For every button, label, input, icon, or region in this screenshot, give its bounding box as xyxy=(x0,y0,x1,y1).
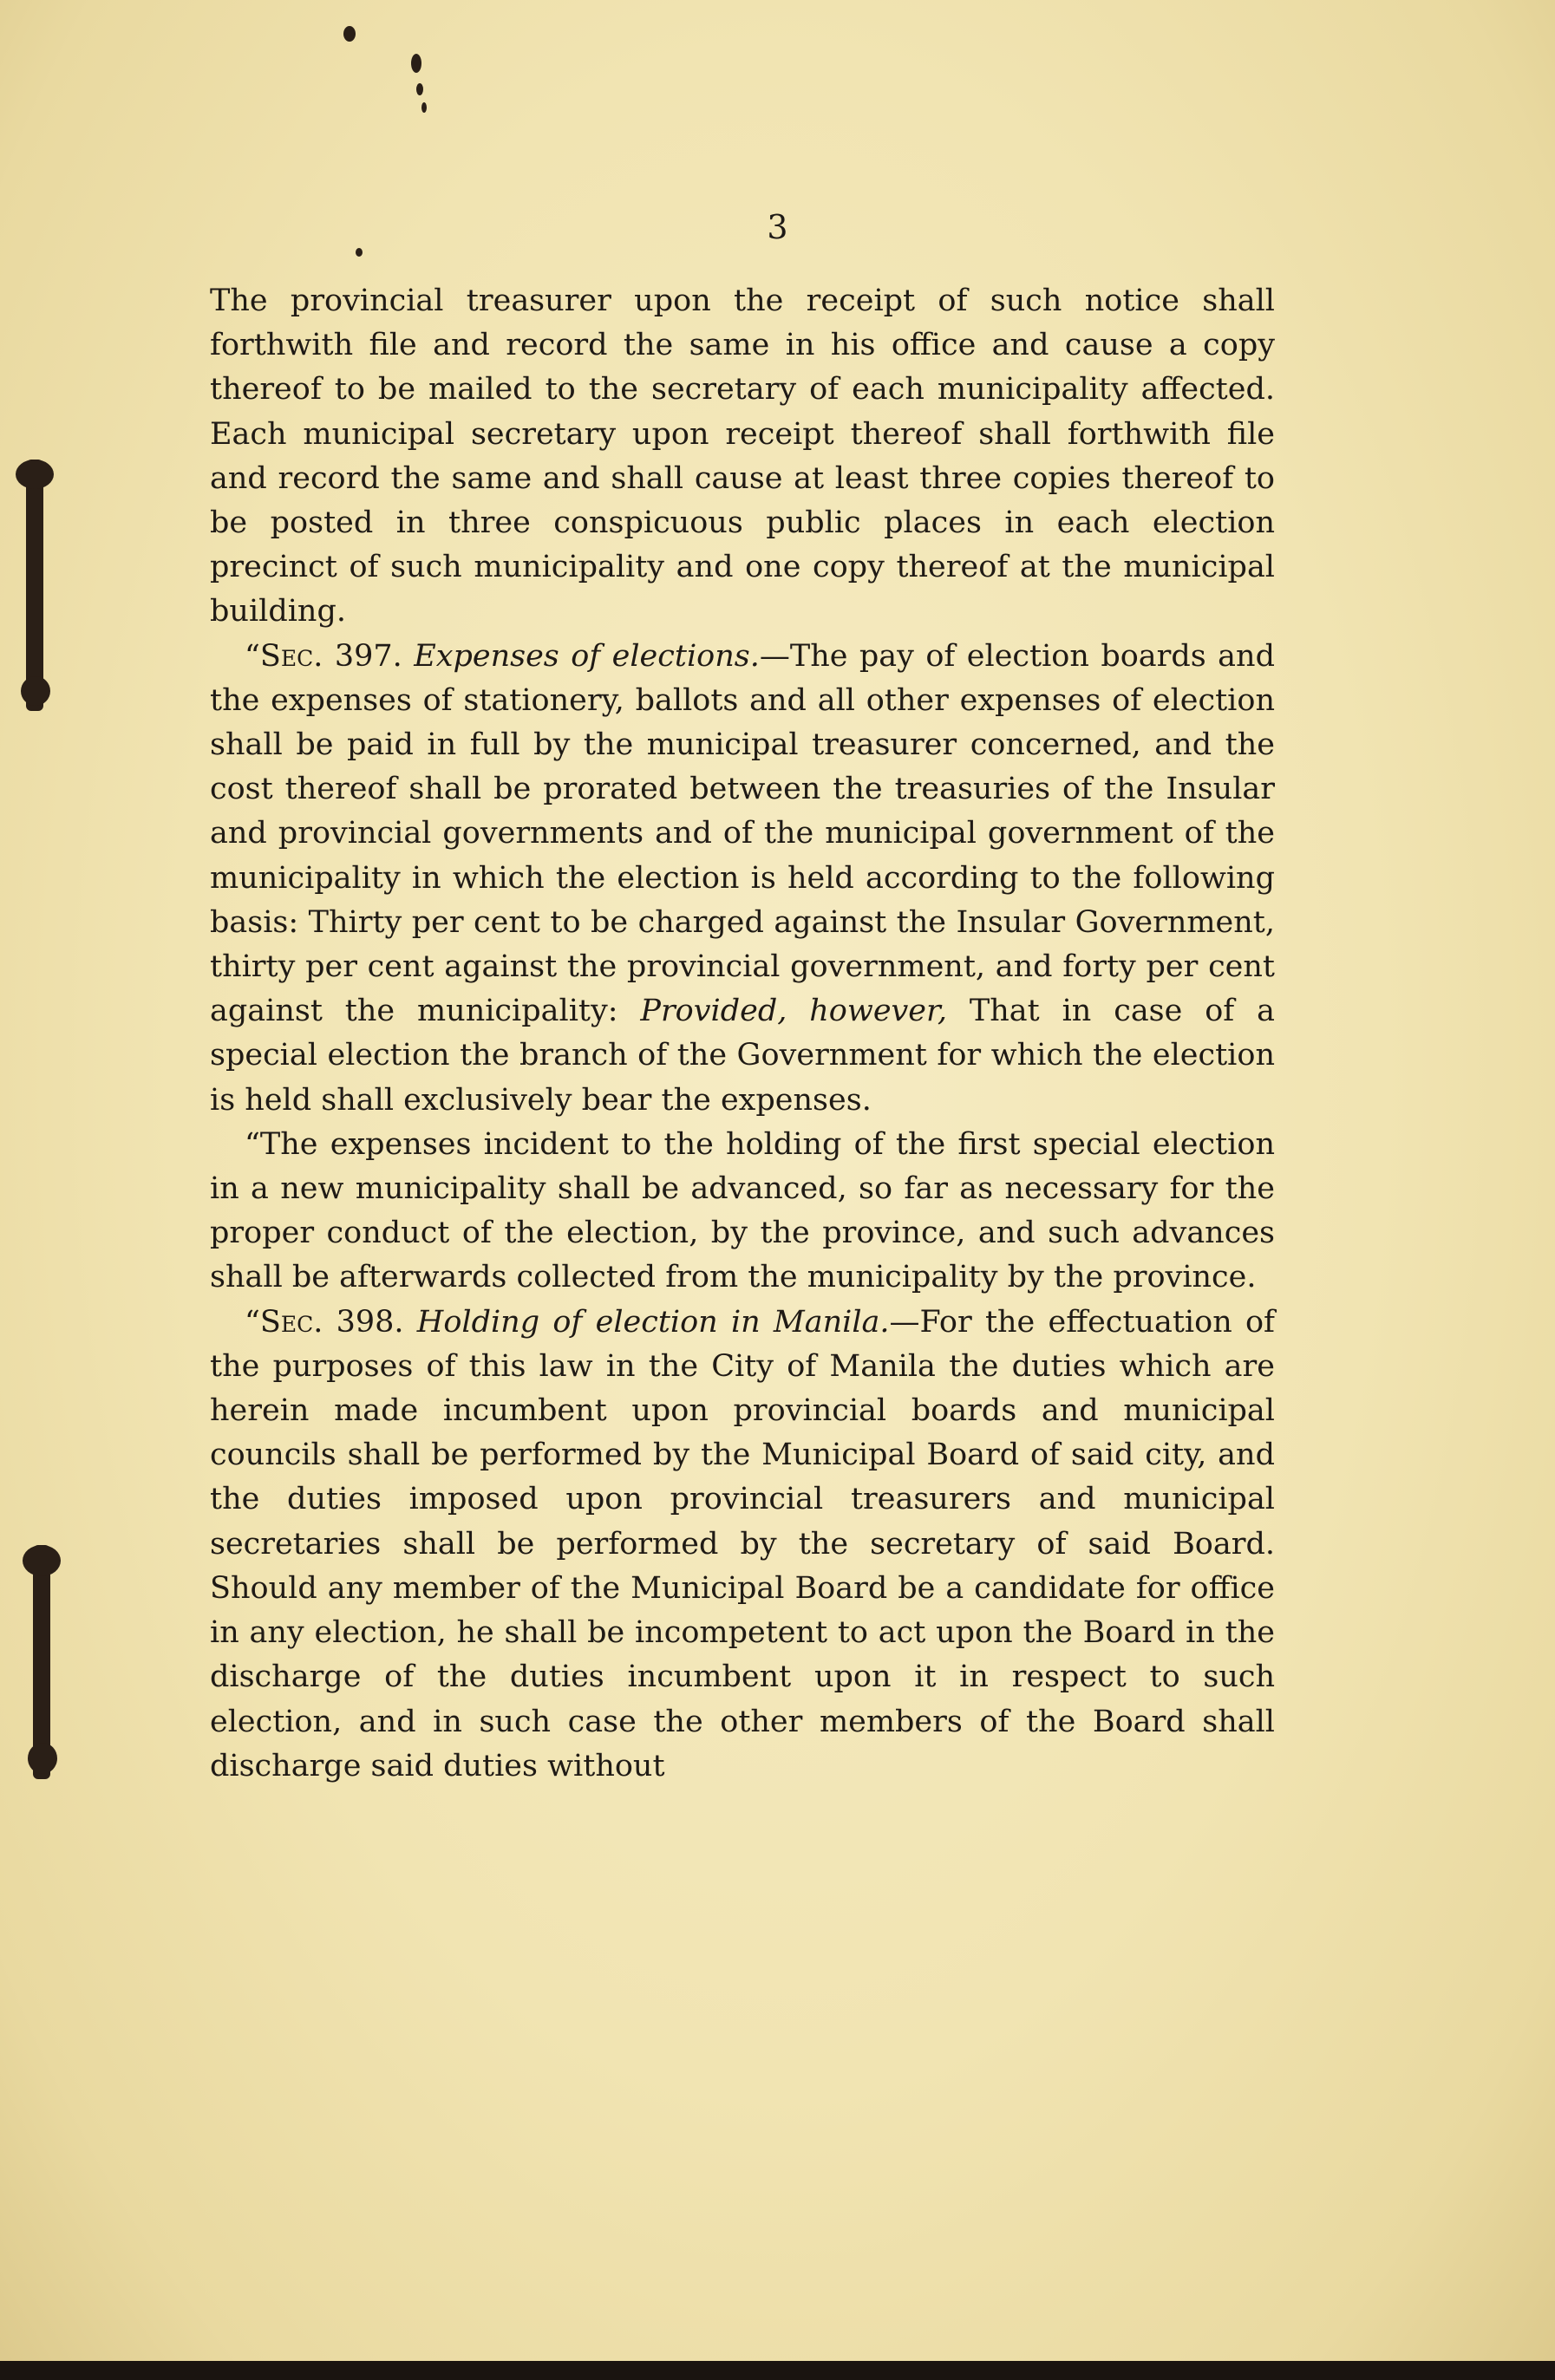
section-label: Sec. xyxy=(259,638,323,674)
paragraph-notice: The provincial treasurer upon the receipt of such notice shall forthwith file and record the same in his office and cause a copy thereof to be mailed to the secretary of each municipality affected. Each municipal secretary upon receipt thereof shall forthwith file and record the same and shall cause at least three copies thereof to be posted in three conspicuous public places in each election precinct of such municipality and one copy thereof at the municipal building. xyxy=(210,284,1275,629)
open-quote: “ xyxy=(245,638,260,674)
staple-stain-upper-foot xyxy=(21,676,50,706)
binding-hole-mark xyxy=(343,26,356,42)
binding-hole-mark xyxy=(411,54,421,73)
staple-stain-upper xyxy=(26,460,43,711)
section-number: 397. xyxy=(323,638,415,674)
section-heading: Holding of election in Manila. xyxy=(416,1304,890,1340)
staple-stain-upper-cap xyxy=(16,460,54,489)
page-number: 3 xyxy=(767,208,788,246)
paragraph-section-398 xyxy=(210,1301,1275,1789)
section-number: 398. xyxy=(323,1304,417,1340)
paragraph-special-election: “The expenses incident to the holding of the first special election in a new municipality shall be advanced, so far as necessary for the proper conduct of the election, by the province, and such advances shall be afterwards collected from the municipality by the province. xyxy=(210,1126,1275,1295)
open-quote: “ xyxy=(245,1304,260,1340)
binding-hole-mark xyxy=(356,248,363,257)
section-label: Sec. xyxy=(259,1304,323,1340)
section-text: —For the effectuation of the purposes of this law in the City of Manila the duties which are herein made incumbent upon provincial boards and municipal councils shall be performed by the Municipal Board of said city, and the duties imposed upon provincial treasurers and municipal secretaries shall be performed by the secretary of said Board. Should any member of the Municipal Board be a candidate for office in any election, he shall be incompetent to act upon the Board in the discharge of the duties incumbent upon it in respect to such election, and in such case the other members of the Board shall discharge said duties without xyxy=(210,1304,1275,1783)
binding-hole-mark xyxy=(416,83,423,95)
scan-edge-band xyxy=(0,2361,1555,2380)
staple-stain-lower-foot xyxy=(28,1743,57,1774)
section-heading: Expenses of elections. xyxy=(414,638,760,674)
proviso-phrase: Provided, however, xyxy=(640,994,948,1029)
section-text: —The pay of election boards and the expenses of stationery, ballots and all other expenses of election shall be paid in full by the municipal treasurer concerned, and the cost thereof shall be prorated between the treasuries of the Insular and provincial governments and of the municipal government of the municipality in which the election is held according to the following basis: Thirty per cent to be charged against the Insular Government, thirty per cent against the provincial government, and forty per cent against the municipality: xyxy=(210,638,1275,1029)
binding-hole-mark xyxy=(421,102,427,113)
paragraph-section-397 xyxy=(210,635,1275,1123)
section-text-continued: That in case of a special election the branch of the Government for which the election is held shall exclusively bear the expenses. xyxy=(210,994,1275,1118)
body-text xyxy=(210,279,1275,1789)
staple-stain-lower-cap xyxy=(23,1545,61,1576)
